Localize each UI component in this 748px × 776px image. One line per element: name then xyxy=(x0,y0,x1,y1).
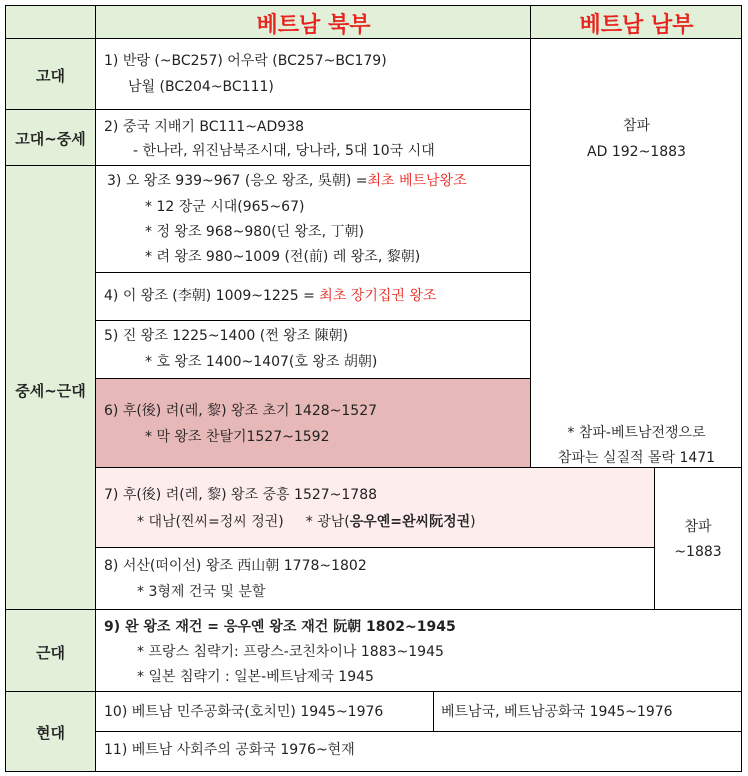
era-modern: 근대 xyxy=(36,644,65,662)
r1-line2: 남월 (BC204~BC111) xyxy=(128,79,274,95)
row7-highlight xyxy=(96,467,654,547)
r10-right: 베트남국, 베트남공화국 1945~1976 xyxy=(441,704,673,720)
r6-line2: * 막 왕조 찬탈기1527~1592 xyxy=(145,429,330,445)
r9-line2: * 프랑스 침략기: 프랑스-코친차이나 1883~1945 xyxy=(137,644,444,660)
r3-line2: * 12 장군 시대(965~67) xyxy=(145,199,305,215)
r4-line1 xyxy=(104,287,436,305)
r9-line1: 9) 완 왕조 재건 = 응우옌 왕조 재건 阮朝 1802~1945 xyxy=(104,619,456,635)
r3-line1-highlight: 최초 베트남왕조 xyxy=(367,173,467,189)
row6-highlight xyxy=(96,378,531,467)
hline-r9 xyxy=(5,691,742,692)
r3-line4: * 려 왕조 980~1009 (전(前) 레 왕조, 黎朝) xyxy=(145,249,421,265)
champa1-name: 참파 xyxy=(622,118,651,134)
hline-r5 xyxy=(96,378,531,379)
r10-left: 10) 베트남 민주공화국(호치민) 1945~1976 xyxy=(104,704,384,720)
r10-divider xyxy=(433,691,434,731)
hline-r4 xyxy=(96,320,531,321)
south-split-divider xyxy=(654,467,655,610)
r7-line1: 7) 후(後) 려(레, 黎) 왕조 중흥 1527~1788 xyxy=(104,487,378,503)
south-title: 베트남 남부 xyxy=(579,13,694,38)
r1-line1: 1) 반랑 (~BC257) 어우락 (BC257~BC179) xyxy=(104,53,387,69)
hline-r2 xyxy=(5,165,531,166)
r7-line2-a: * 대남(찐씨=정씨 정권) xyxy=(137,514,284,530)
hline-r3 xyxy=(96,272,531,273)
r3-line3: * 정 왕조 968~980(딘 왕조, 丁朝) xyxy=(145,224,364,240)
r8-line2: * 3형제 건국 및 분할 xyxy=(137,584,266,600)
era-ancient: 고대 xyxy=(36,67,65,85)
r4-line1-text: 4) 이 왕조 (李朝) 1009~1225 = xyxy=(104,288,320,304)
r2-line1: 2) 중국 지배기 BC111~AD938 xyxy=(104,119,305,135)
r6-line1: 6) 후(後) 려(레, 黎) 왕조 초기 1428~1527 xyxy=(104,403,378,419)
hline-r10 xyxy=(96,731,742,732)
champa2-dates: ~1883 xyxy=(674,544,722,560)
north-title: 베트남 북부 xyxy=(256,13,371,38)
hline-r1 xyxy=(5,109,531,110)
era-medieval-early-modern: 중세~근대 xyxy=(15,382,86,400)
r4-line1-highlight: 최초 장기집권 왕조 xyxy=(319,288,437,304)
champa1-dates: AD 192~1883 xyxy=(587,144,686,160)
r11-line1: 11) 베트남 사회주의 공화국 1976~현재 xyxy=(104,742,355,758)
border-top xyxy=(5,5,742,6)
hline-r8 xyxy=(5,609,742,610)
r3-line1 xyxy=(107,172,467,190)
r5-line2: * 호 왕조 1400~1407(호 왕조 胡朝) xyxy=(145,354,378,370)
r8-line1: 8) 서산(떠이선) 왕조 西山朝 1778~1802 xyxy=(104,558,367,574)
champa-war-line1: * 참파-베트남전쟁으로 xyxy=(567,425,706,441)
r7-line2-b: * 광남( xyxy=(305,514,350,530)
r9-line3: * 일본 침략기 : 일본-베트남제국 1945 xyxy=(137,669,374,685)
era-ancient-medieval: 고대~중세 xyxy=(15,130,86,148)
r7-line2-bold: 응우옌=완씨阮정권 xyxy=(349,514,471,530)
north-south-divider xyxy=(530,5,531,468)
r7-line2 xyxy=(137,513,476,531)
border-bottom xyxy=(5,771,742,772)
r5-line1: 5) 진 왕조 1225~1400 (쩐 왕조 陳朝) xyxy=(104,328,349,344)
hline-r7 xyxy=(96,547,655,548)
r7-line2-d: ) xyxy=(470,514,476,530)
r2-line2: - 한나라, 위진남북조시대, 당나라, 5대 10국 시대 xyxy=(133,143,435,159)
champa-war-line2: 참파는 실질적 몰락 1471 xyxy=(557,450,716,466)
hline-r6 xyxy=(96,467,742,468)
r3-line1-text: 3) 오 왕조 939~967 (응오 왕조, 吳朝) = xyxy=(107,173,368,189)
era-contemporary: 현대 xyxy=(36,724,65,742)
champa2-name: 참파 xyxy=(684,519,712,535)
